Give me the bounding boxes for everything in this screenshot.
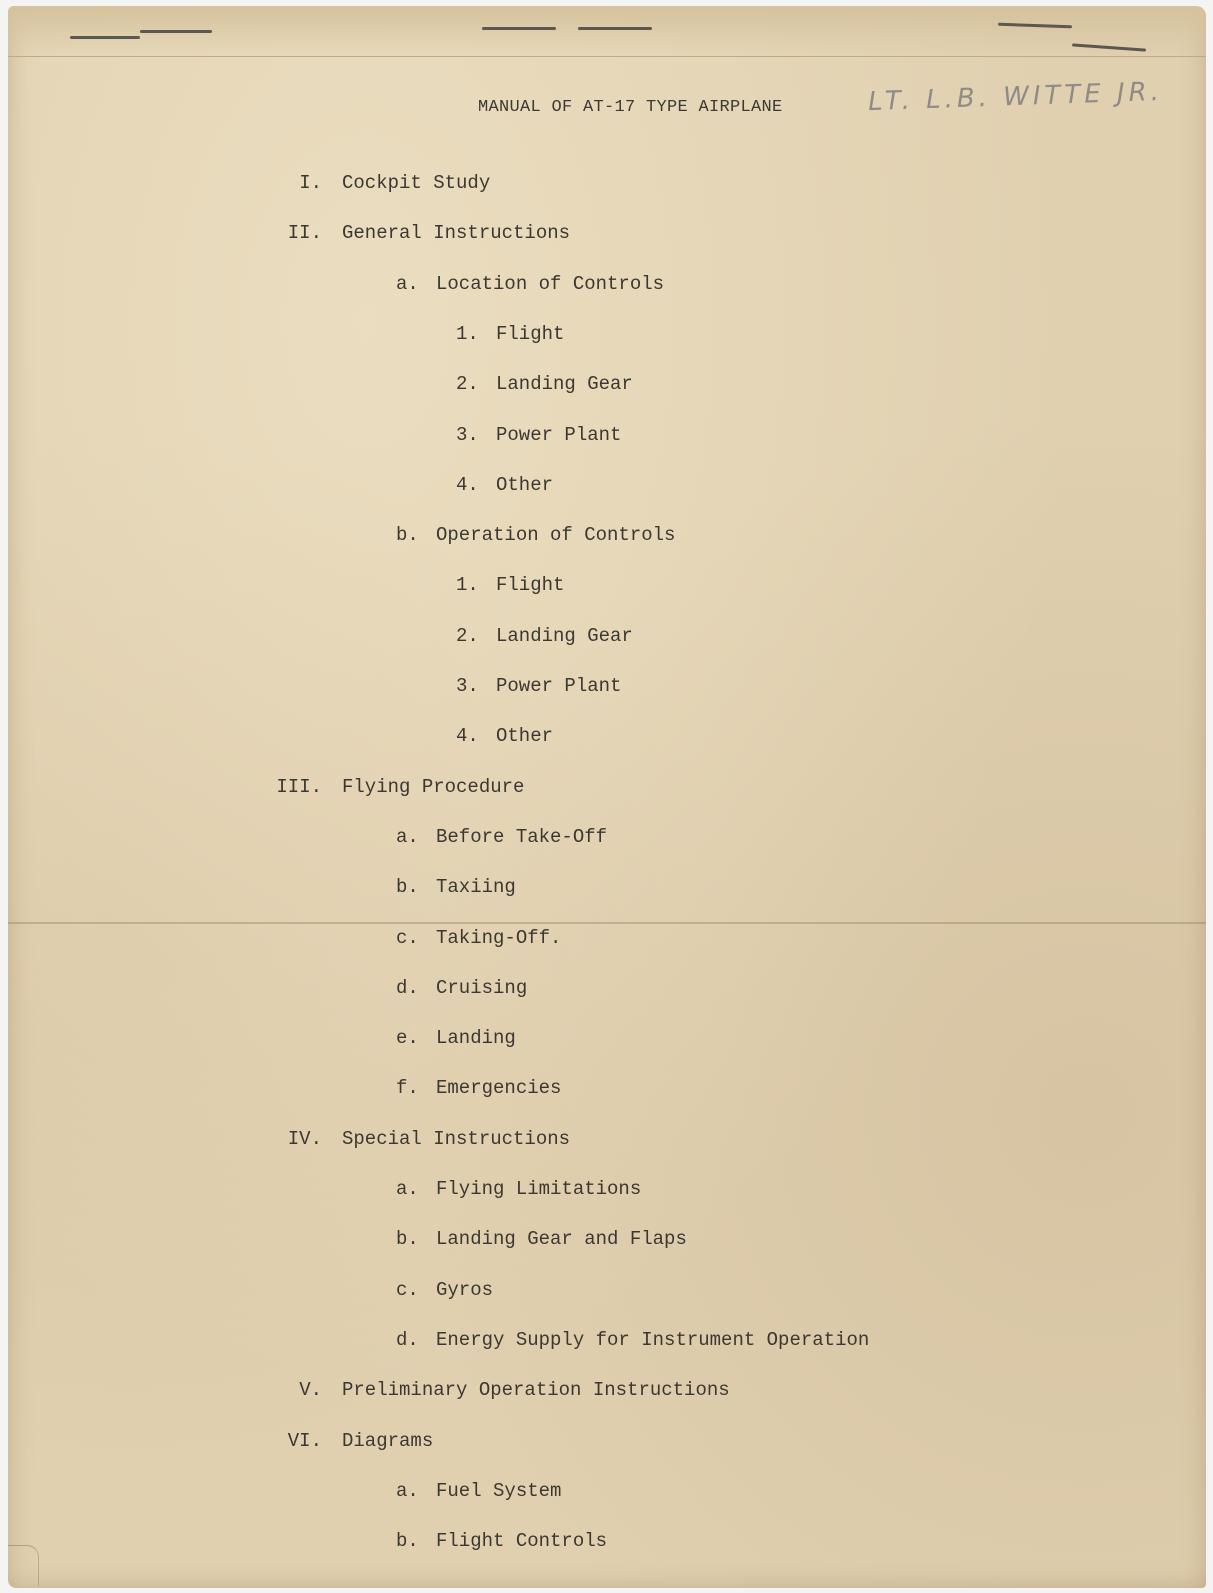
outline-item-level-2 (396, 1178, 641, 1200)
outline-item-label: Flight (496, 323, 565, 345)
handwritten-signature: LT. L.B. WITTE JR. (867, 76, 1164, 118)
outline-item-level-3 (456, 424, 621, 446)
outline-item-number: 3. (456, 675, 479, 697)
outline-item-number: d. (396, 977, 419, 999)
outline-item-label: Special Instructions (342, 1128, 571, 1150)
outline-item-label: Location of Controls (436, 273, 665, 295)
outline-item-number: I. (299, 172, 322, 194)
outline-item-level-2 (396, 1228, 687, 1250)
outline-item-label: Power Plant (496, 675, 622, 697)
outline-item-number: 1. (456, 574, 479, 596)
outline-item-label: Other (496, 725, 554, 747)
outline-item-label: Cruising (436, 977, 528, 999)
document-title: MANUAL OF AT-17 TYPE AIRPLANE (478, 98, 783, 117)
outline-item-level-2 (396, 273, 664, 295)
outline-item-number: 2. (456, 373, 479, 395)
outline-item-label: Landing Gear (496, 625, 633, 647)
outline-item-number: b. (396, 1530, 419, 1552)
outline-item-label: Landing Gear and Flaps (436, 1228, 687, 1250)
outline-item-label: Taking-Off. (436, 927, 562, 949)
outline-item-number: f. (396, 1077, 419, 1099)
outline-item-number: IV. (287, 1128, 322, 1150)
staple (578, 27, 652, 30)
outline-item-level-3 (456, 323, 564, 345)
outline-item-level-1 (262, 172, 490, 194)
outline-item-label: Landing Gear (496, 373, 633, 395)
outline-item-number: V. (299, 1379, 322, 1401)
outline-item-level-2 (396, 1480, 561, 1502)
outline-item-level-1 (262, 1430, 433, 1452)
outline-item-label: Cockpit Study (342, 172, 491, 194)
outline-item-number: b. (396, 524, 419, 546)
outline-item-label: Fuel System (436, 1480, 562, 1502)
outline-item-label: Operation of Controls (436, 524, 676, 546)
staple (482, 27, 556, 30)
staple (70, 36, 140, 39)
outline-item-number: 4. (456, 725, 479, 747)
outline-item-level-2 (396, 876, 516, 898)
outline-item-number: a. (396, 826, 419, 848)
outline-item-level-1 (262, 222, 570, 244)
outline-item-label: Gyros (436, 1279, 494, 1301)
outline-item-label: Flight Controls (436, 1530, 608, 1552)
outline-item-label: Flight (496, 574, 565, 596)
outline-item-number: a. (396, 1178, 419, 1200)
outline-item-number: e. (396, 1027, 419, 1049)
outline-item-label: General Instructions (342, 222, 571, 244)
outline-item-level-2 (396, 1077, 561, 1099)
outline-item-number: a. (396, 1480, 419, 1502)
outline-item-label: Before Take-Off (436, 826, 608, 848)
outline-item-level-3 (456, 373, 633, 395)
outline-item-label: Flying Limitations (436, 1178, 642, 1200)
outline-item-level-2 (396, 1279, 493, 1301)
outline-item-number: c. (396, 1279, 419, 1301)
outline-item-level-2 (396, 1530, 607, 1552)
outline-item-level-1 (262, 776, 524, 798)
outline-item-level-2 (396, 1329, 869, 1351)
outline-item-label: Flying Procedure (342, 776, 525, 798)
outline-item-level-2 (396, 927, 561, 949)
outline-item-number: 3. (456, 424, 479, 446)
outline-item-label: Emergencies (436, 1077, 562, 1099)
outline-item-number: 4. (456, 474, 479, 496)
outline-item-level-2 (396, 977, 527, 999)
outline-item-number: VI. (287, 1430, 322, 1452)
outline-item-number: c. (396, 927, 419, 949)
outline-item-number: d. (396, 1329, 419, 1351)
center-fold-crease (8, 922, 1206, 924)
outline-item-level-3 (456, 625, 633, 647)
outline-item-level-2 (396, 1027, 516, 1049)
outline-item-label: Other (496, 474, 554, 496)
outline-item-number: 1. (456, 323, 479, 345)
outline-item-level-3 (456, 574, 564, 596)
outline-item-number: b. (396, 876, 419, 898)
outline-item-level-3 (456, 474, 553, 496)
outline-item-label: Taxiing (436, 876, 516, 898)
outline-item-label: Diagrams (342, 1430, 434, 1452)
outline-item-label: Power Plant (496, 424, 622, 446)
outline-item-level-1 (262, 1379, 730, 1401)
outline-item-label: Landing (436, 1027, 516, 1049)
outline-item-level-3 (456, 725, 553, 747)
dog-ear-corner (8, 1545, 39, 1586)
outline-item-level-1 (262, 1128, 570, 1150)
outline-item-number: a. (396, 273, 419, 295)
outline-item-number: III. (276, 776, 322, 798)
outline-item-level-3 (456, 675, 621, 697)
outline-item-level-2 (396, 524, 675, 546)
outline-item-label: Preliminary Operation Instructions (342, 1379, 730, 1401)
outline-item-number: II. (287, 222, 322, 244)
staple (140, 30, 212, 33)
outline-item-label: Energy Supply for Instrument Operation (436, 1329, 870, 1351)
outline-item-level-2 (396, 826, 607, 848)
outline-item-number: b. (396, 1228, 419, 1250)
outline-item-number: 2. (456, 625, 479, 647)
